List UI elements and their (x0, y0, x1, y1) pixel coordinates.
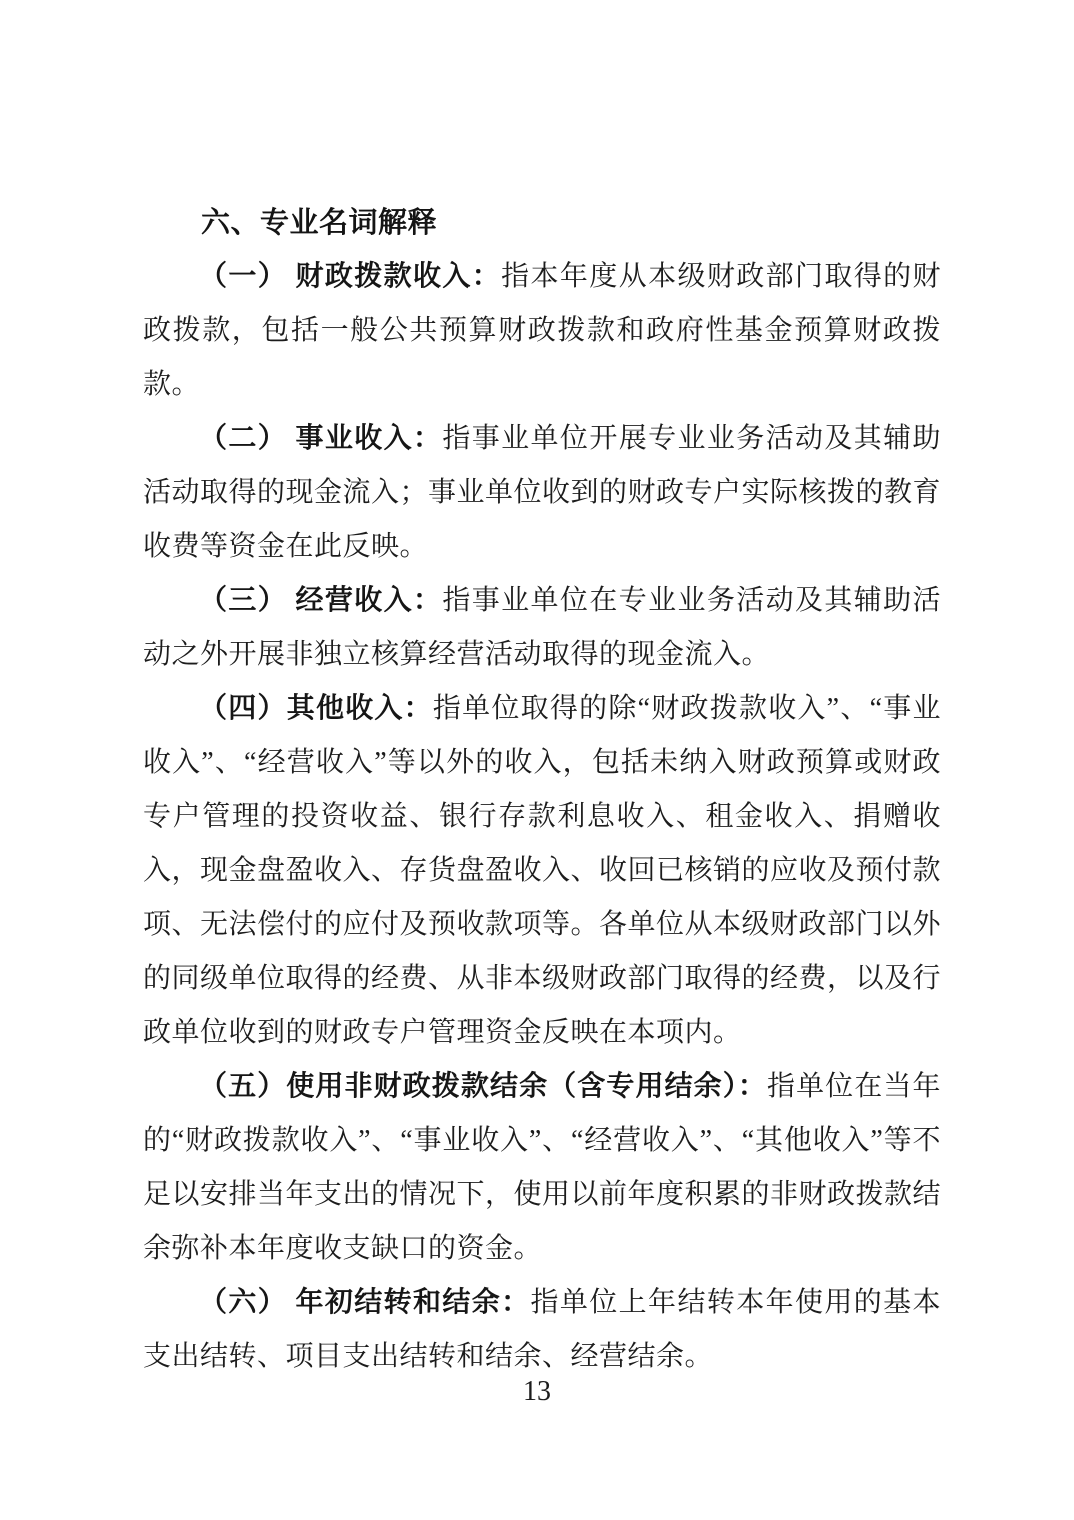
term-definition-text: 指单位取得的除“财政拨款收入”、“事业收入”、“经营收入”等以外的收入，包括未纳入财政预算或财政专户管理的投资收益、银行存款利息收入、租金收入、捐赠收入，现金盘盈收入、存货盘盈收入、收回已核销的应收及预付款项、无法偿付的应付及预收款项等。各单位从本级财政部门以外的同级单位取得的经费、从非本级财政部门取得的经费，以及行政单位收到的财政专户管理资金反映在本项内。 (143, 693, 942, 1048)
term-definition-list (143, 250, 941, 1384)
term-label: （五）使用非财政拨款结余（含专用结余）： (199, 1071, 767, 1102)
term-definition-text: 指事业单位开展专业业务活动及其辅助活动取得的现金流入；事业单位收到的财政专户实际核拨的教育收费等资金在此反映。 (143, 423, 942, 562)
term-label: （六） 年初结转和结余： (199, 1287, 531, 1318)
term-label: （一） 财政拨款收入： (199, 261, 502, 292)
term-definition-text: 指单位上年结转本年使用的基本支出结转、项目支出结转和结余、经营结余。 (143, 1287, 941, 1372)
term-definition-text: 指事业单位在专业业务活动及其辅助活动之外开展非独立核算经营活动取得的现金流入。 (143, 585, 941, 670)
section-title: 六、专业名词解释 (201, 207, 438, 239)
term-label: （三） 经营收入： (199, 585, 443, 616)
term-definition-paragraph (143, 1276, 941, 1384)
term-definition-text: 指本年度从本级财政部门取得的财政拨款，包括一般公共预算财政拨款和政府性基金预算财政拨款。 (143, 261, 941, 400)
term-label: （四）其他收入： (199, 693, 433, 724)
document-body (143, 196, 941, 1384)
term-definition-paragraph (143, 574, 941, 682)
term-definition-paragraph (143, 682, 941, 1060)
term-label: （二） 事业收入： (199, 423, 443, 454)
term-definition-paragraph (143, 250, 941, 412)
page-number: 13 (523, 1376, 551, 1407)
term-definition-paragraph (143, 412, 941, 574)
term-definition-text: 指单位在当年的“财政拨款收入”、“事业收入”、“经营收入”、“其他收入”等不足以安排当年支出的情况下，使用以前年度积累的非财政拨款结余弥补本年度收支缺口的资金。 (143, 1071, 942, 1264)
term-definition-paragraph (143, 1060, 941, 1276)
